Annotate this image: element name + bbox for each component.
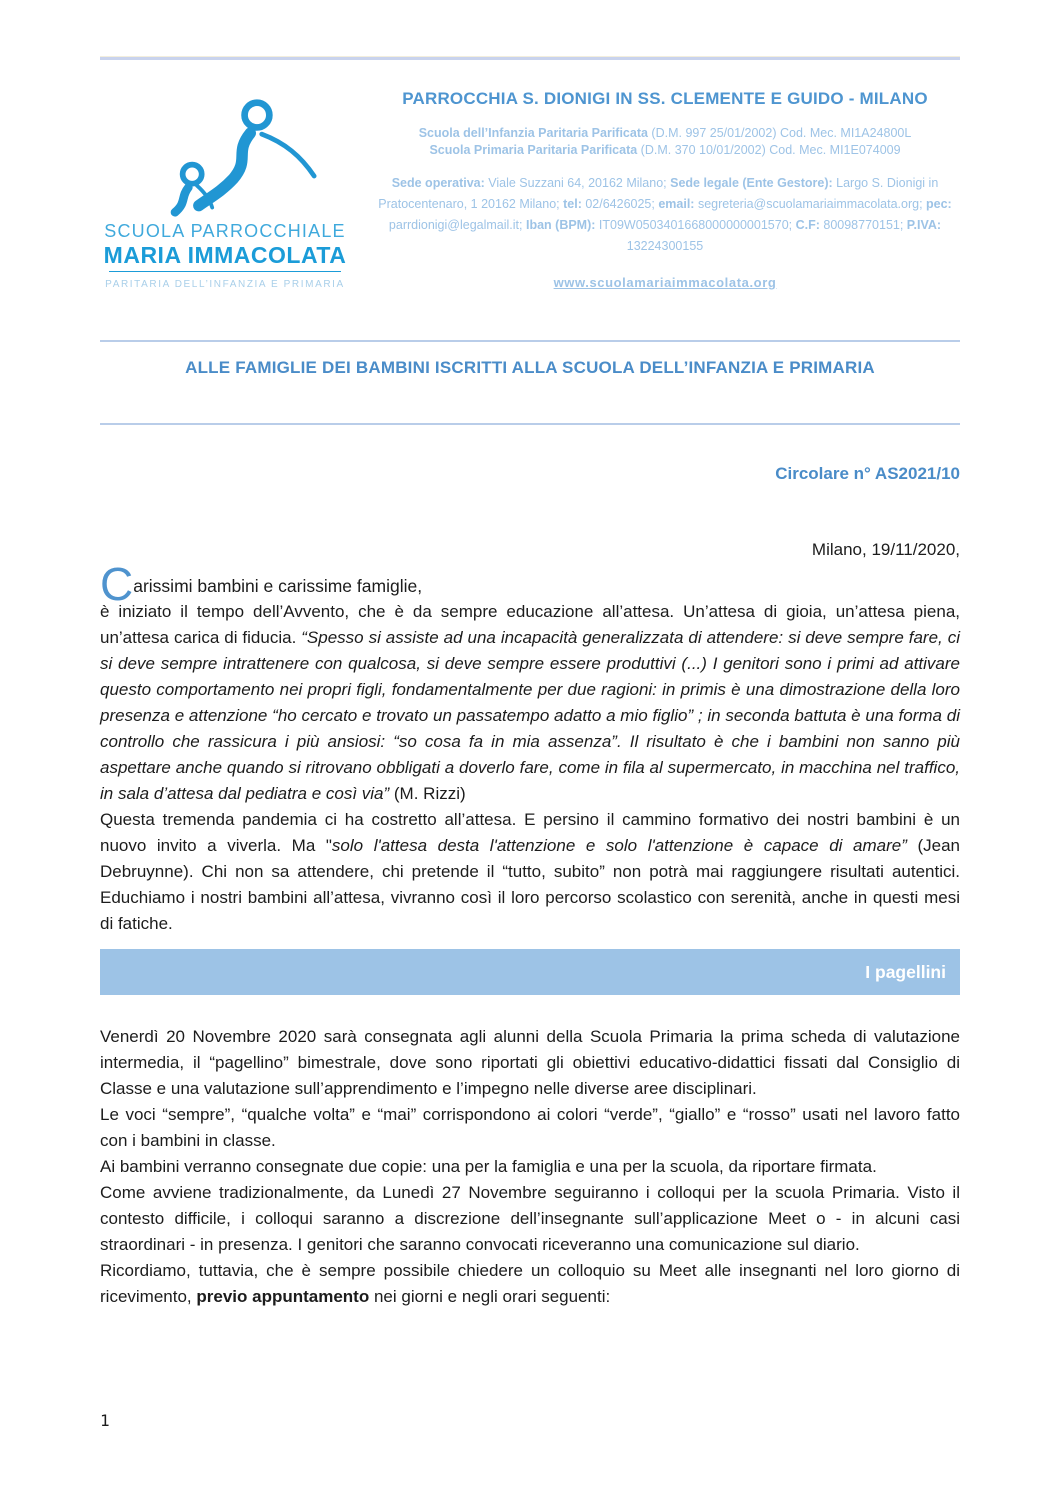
website-row	[350, 269, 980, 296]
logo-underline	[109, 271, 341, 272]
school-line-infanzia: Scuola dell’Infanzia Paritaria Parificata (D.M. 997 25/01/2002) Cod. Mec. MI1A24800L	[418, 126, 912, 140]
section-paragraph: Ai bambini verranno consegnate due copie: una per la famiglia e una per la scuola, da riportare firmata.	[100, 1157, 877, 1176]
section-paragraph: Ricordiamo, tuttavia, che è sempre possibile chiedere un colloquio su Meet alle insegnanti nel loro giorno di ricevimento, previo appuntamento nei giorni e negli orari seguenti:	[100, 1261, 960, 1306]
parish-title: PARROCCHIA S. DIONIGI IN SS. CLEMENTE E GUIDO - MILANO	[402, 89, 928, 108]
salutation	[100, 558, 960, 610]
school-logo	[100, 82, 350, 296]
two-figures-icon	[146, 96, 326, 218]
top-divider	[100, 56, 960, 60]
contact-block: Sede operativa: Viale Suzzani 64, 20162 Milano; Sede legale (Ente Gestore): Largo S. Dionigi in Pratocentenaro, 1 20162 Milano; tel: 02/6426025; email: segreteria@scuolamariaimmacolata.org; pec: parrdionigi@legalmail.it; Iban (BPM): IT09W0503401668000000001570; C.F: 80098770151; P.IVA: 13224300155	[378, 176, 952, 253]
recipient-divider-bottom	[100, 423, 960, 425]
school-line-primaria: Scuola Primaria Paritaria Parificata (D.M. 370 10/01/2002) Cod. Mec. MI1E074009	[429, 143, 901, 157]
salutation-text: arissimi bambini e carissime famiglie,	[133, 576, 423, 596]
website-link[interactable]: www.scuolamariaimmacolata.org	[553, 275, 777, 290]
recipient-divider-top	[100, 340, 960, 342]
dropcap-initial: C	[100, 558, 134, 610]
letterhead-text	[350, 82, 980, 296]
section-paragraph: Venerdì 20 Novembre 2020 sarà consegnata agli alunni della Scuola Primaria la prima scheda di valutazione intermedia, il “pagellino” bimestrale, dove sono riportati gli obiettivi educativo-didattici fissati dal Consiglio di Classe e una valutazione sull’apprendimento e l’impegno nelle diverse aree disciplinari.	[100, 1027, 960, 1098]
section-band-pagellini: I pagellini	[100, 949, 960, 995]
section-body	[0, 1024, 1060, 1310]
logo-text-line3: PARITARIA DELL’INFANZIA E PRIMARIA	[105, 279, 345, 290]
letter-paragraph: è iniziato il tempo dell’Avvento, che è da sempre educazione all’attesa. Un’attesa di gioia, un’attesa piena, un’attesa carica di fiducia. “Spesso si assiste ad una incapacità generalizzata di attendere: si deve sempre fare, ci si deve sempre intrattenere con qualcosa, si deve sempre essere produttivi (...) I genitori sono i primi ad attivare questo comportamento nei propri figli, fondamentalmente per due ragioni: in primis è una dimostrazione della loro presenza e attenzione “ho cercato e trovato un passatempo adatto a mio figlio” ; in seconda battuta è una forma di controllo che rassicura i più ansiosi: “so cosa fa in mia assenza”. Il risultato è che i bambini non sanno più aspettare anche quando si ritrovano obbligati a doverlo fare, come in fila al supermercato, in macchina nel traffico, in sala d’attesa dal pediatra e così via” (M. Rizzi)	[100, 602, 960, 803]
recipient-title: ALLE FAMIGLIE DEI BAMBINI ISCRITTI ALLA SCUOLA DELL’INFANZIA E PRIMARIA	[185, 358, 875, 377]
dateline: Milano, 19/11/2020,	[811, 540, 960, 559]
logo-text-line1: SCUOLA PARROCCHIALE	[104, 221, 346, 241]
letter-paragraph: Questa tremenda pandemia ci ha costretto all’attesa. E persino il cammino formativo dei nostri bambini è un nuovo invito a viverla. Ma "solo l'attesa desta l'attenzione e solo l'attenzione è capace di amare” (Jean Debruynne). Chi non sa attendere, chi pretende il “tutto, subito” non potrà mai raggiungere risultati autentici. Educhiamo i nostri bambini all’attesa, vivranno così il loro percorso scolastico con serenità, anche in questi mesi di fatiche.	[100, 810, 961, 933]
letterhead	[100, 82, 960, 296]
logo-text-line2: MARIA IMMACOLATA	[103, 242, 347, 268]
section-paragraph: Le voci “sempre”, “qualche volta” e “mai” corrispondono ai colori “verde”, “giallo” e “rosso” usati nel lavoro fatto con i bambini in classe.	[100, 1105, 960, 1150]
school-accreditation-lines	[350, 125, 980, 159]
page-number: 1	[100, 1411, 110, 1430]
circular-number: Circolare n° AS2021/10	[775, 464, 960, 483]
section-paragraph: Come avviene tradizionalmente, da Lunedì 27 Novembre seguiranno i colloqui per la scuola Primaria. Visto il contesto difficile, i colloqui saranno a discrezione dell’insegnante sull’applicazione Meet o - in alcuni casi straordinari - in presenza. I genitori che saranno convocati riceveranno una comunicazione sul diario.	[100, 1183, 960, 1254]
